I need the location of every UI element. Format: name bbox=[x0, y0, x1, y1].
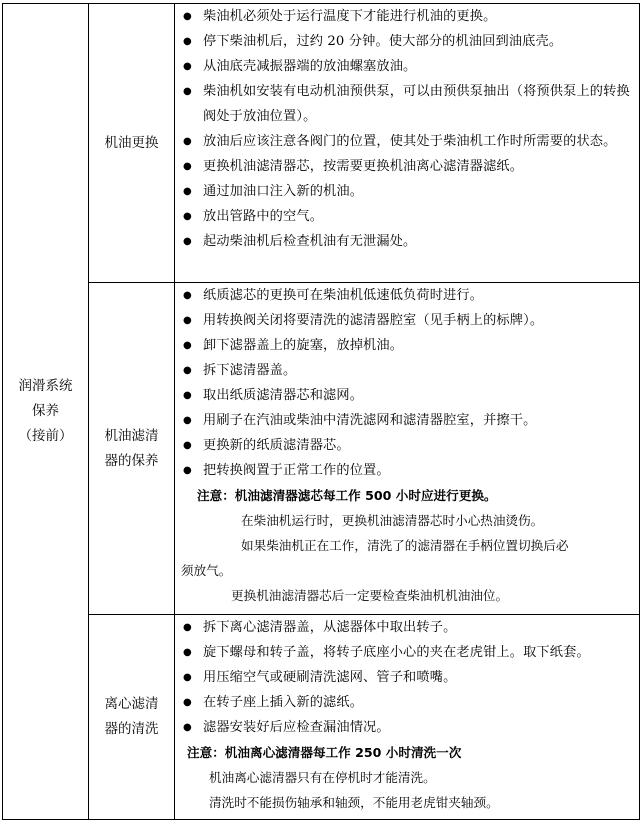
table-row bbox=[3, 4, 640, 283]
category-line: （接前） bbox=[18, 428, 73, 444]
note-line: 在柴油机运行时，更换机油滤清器芯时小心热油烫伤。 bbox=[241, 513, 544, 528]
section-title: 器的清洗 bbox=[104, 721, 159, 737]
bullet-list bbox=[181, 615, 636, 740]
section-title: 离心滤清 bbox=[104, 696, 159, 712]
list-item: ● 用压缩空气或硬刷清洗滤网、管子和喷嘴。 bbox=[181, 665, 636, 690]
category-line: 保养 bbox=[32, 403, 59, 419]
list-item: ● 纸质滤芯的更换可在柴油机低速低负荷时进行。 bbox=[181, 283, 636, 308]
list-item: ● 拆下滤清器盖。 bbox=[181, 358, 636, 383]
list-item: ● 把转换阀置于正常工作的位置。 bbox=[181, 458, 636, 483]
note-line bbox=[181, 483, 636, 508]
section-title-cell bbox=[89, 283, 175, 615]
section-title: 机油更换 bbox=[104, 134, 159, 151]
list-item: ● 通过加油口注入新的机油。 bbox=[181, 179, 636, 204]
list-item: ● 更换机油滤清器芯，按需要更换机油离心滤清器滤纸。 bbox=[181, 154, 636, 179]
note-line: 更换机油滤清器芯后一定要检查柴油机机油油位。 bbox=[231, 588, 509, 603]
list-item: ● 旋下螺母和转子盖，将转子底座小心的夹在老虎钳上。取下纸套。 bbox=[181, 640, 636, 665]
list-item: ● 在转子座上插入新的滤纸。 bbox=[181, 690, 636, 715]
list-item: ● 起动柴油机后检查机油有无泄漏处。 bbox=[181, 229, 636, 254]
bullet-list bbox=[181, 4, 636, 254]
list-item: ● 更换新的纸质滤清器芯。 bbox=[181, 433, 636, 458]
section-title-cell bbox=[89, 4, 175, 283]
list-item: ● 卸下滤器盖上的旋塞，放掉机油。 bbox=[181, 333, 636, 358]
list-item: ● 放出管路中的空气。 bbox=[181, 204, 636, 229]
note-text: 机油滤清器滤芯每工作 500 小时应进行更换。 bbox=[234, 488, 497, 503]
section-content-cell bbox=[175, 283, 640, 615]
list-item: ● 取出纸质滤清器芯和滤网。 bbox=[181, 383, 636, 408]
list-item: ● 拆下离心滤清器盖，从滤器体中取出转子。 bbox=[181, 615, 636, 640]
list-item: ● 柴油机如安装有电动机油预供泵，可以由预供泵抽出（将预供泵上的转换阀处于放油位置）。 bbox=[181, 79, 636, 129]
category-line: 润滑系统 bbox=[18, 378, 73, 394]
note-text: 机油离心滤清器每工作 250 小时清洗一次 bbox=[224, 745, 462, 760]
note-line: 须放气。 bbox=[181, 563, 232, 578]
table-row bbox=[3, 615, 640, 820]
list-item: ● 柴油机必须处于运行温度下才能进行机油的更换。 bbox=[181, 4, 636, 29]
list-item: ● 用转换阀关闭将要清洗的滤清器腔室（见手柄上的标牌）。 bbox=[181, 308, 636, 333]
note-label: 注意： bbox=[187, 745, 225, 760]
list-item: ● 停下柴油机后，过约 20 分钟。使大部分的机油回到油底壳。 bbox=[181, 29, 636, 54]
section-title: 器的保养 bbox=[104, 452, 159, 469]
note-line: 如果柴油机正在工作，清洗了的滤清器在手柄位置切换后必 bbox=[241, 538, 569, 553]
list-item: ● 放油后应该注意各阀门的位置，使其处于柴油机工作时所需要的状态。 bbox=[181, 129, 636, 154]
section-title-cell bbox=[89, 615, 175, 820]
section-title: 机油滤清 bbox=[104, 427, 159, 444]
section-content-cell bbox=[175, 4, 640, 283]
note-line bbox=[181, 740, 636, 765]
section-content-cell bbox=[175, 615, 640, 820]
bullet-list bbox=[181, 283, 636, 483]
category-cell bbox=[3, 4, 89, 820]
note-line: 清洗时不能损伤轴承和轴颈，不能用老虎钳夹轴颈。 bbox=[209, 795, 499, 810]
note-line: 机油离心滤清器只有在停机时才能清洗。 bbox=[209, 770, 436, 785]
table-row bbox=[3, 283, 640, 615]
list-item: ● 用刷子在汽油或柴油中清洗滤网和滤清器腔室，并擦干。 bbox=[181, 408, 636, 433]
list-item: ● 从油底壳减振器端的放油螺塞放油。 bbox=[181, 54, 636, 79]
maintenance-table bbox=[2, 3, 640, 820]
note-label: 注意： bbox=[197, 488, 235, 503]
list-item: ● 滤器安装好后应检查漏油情况。 bbox=[181, 715, 636, 740]
